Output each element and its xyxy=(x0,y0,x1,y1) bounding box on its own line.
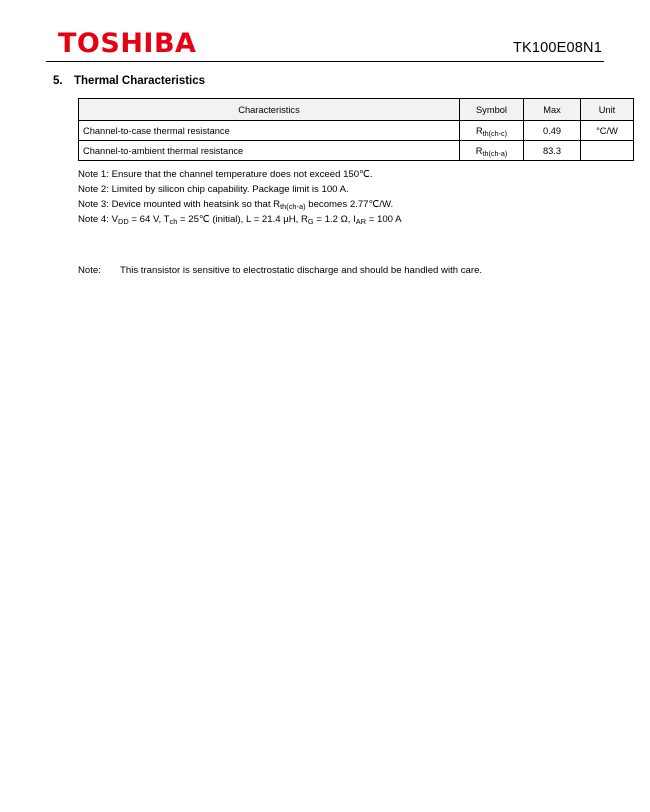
note-4-text-d: = 1.2 Ω, I xyxy=(313,214,356,225)
esd-note xyxy=(78,265,604,276)
table-row xyxy=(79,141,634,161)
notes-block xyxy=(78,167,604,227)
esd-note-text: This transistor is sensitive to electrostatic discharge and should be handled with care. xyxy=(120,265,483,276)
note-4-subscript-4: AR xyxy=(355,217,367,226)
note-4-text-e: = 100 A xyxy=(366,214,402,225)
symbol-base: R xyxy=(475,145,483,156)
note-4 xyxy=(78,212,604,227)
column-header-max: Max xyxy=(524,99,581,121)
note-3-text-b: becomes 2.77℃/W. xyxy=(305,199,394,210)
column-header-unit: Unit xyxy=(581,99,634,121)
table-row xyxy=(79,121,634,141)
note-4-subscript-3: G xyxy=(307,217,314,226)
note-1: Note 1: Ensure that the channel temperature does not exceed 150℃. xyxy=(78,169,373,180)
note-4-subscript-2: ch xyxy=(169,217,178,226)
note-3-subscript: th(ch-a) xyxy=(280,202,306,211)
cell-characteristic: Channel-to-case thermal resistance xyxy=(79,121,460,141)
note-3 xyxy=(78,197,604,212)
cell-symbol xyxy=(460,141,524,161)
section-title-text: Thermal Characteristics xyxy=(74,75,206,87)
note-4-text-b: = 64 V, T xyxy=(128,214,170,225)
symbol-subscript: th(ch-c) xyxy=(482,128,508,138)
cell-unit xyxy=(581,141,634,161)
note-4-text-a: Note 4: V xyxy=(78,214,118,225)
note-3-text-a: Note 3: Device mounted with heatsink so that R xyxy=(78,199,281,210)
thermal-characteristics-table xyxy=(78,98,634,161)
table-header-row xyxy=(79,99,634,121)
section-number: 5. xyxy=(53,75,63,87)
column-header-symbol: Symbol xyxy=(460,99,524,121)
page-header xyxy=(46,0,604,62)
symbol-subscript: th(ch-a) xyxy=(482,148,508,158)
cell-unit: °C/W xyxy=(581,121,634,141)
symbol-base: R xyxy=(475,125,483,136)
toshiba-logo: TOSHIBA xyxy=(58,28,197,59)
note-2: Note 2: Limited by silicon chip capability. Package limit is 100 A. xyxy=(78,184,349,195)
cell-max: 83.3 xyxy=(524,141,581,161)
part-number: TK100E08N1 xyxy=(512,39,602,56)
section-heading xyxy=(53,75,604,87)
thermal-characteristics-table-wrapper xyxy=(78,98,618,161)
note-4-subscript-1: DD xyxy=(118,217,129,226)
note-4-text-c: = 25℃ (initial), L = 21.4 µH, R xyxy=(177,214,308,225)
cell-characteristic: Channel-to-ambient thermal resistance xyxy=(79,141,460,161)
cell-max: 0.49 xyxy=(524,121,581,141)
column-header-characteristics: Characteristics xyxy=(79,99,460,121)
esd-note-label: Note: xyxy=(78,265,101,276)
cell-symbol xyxy=(460,121,524,141)
